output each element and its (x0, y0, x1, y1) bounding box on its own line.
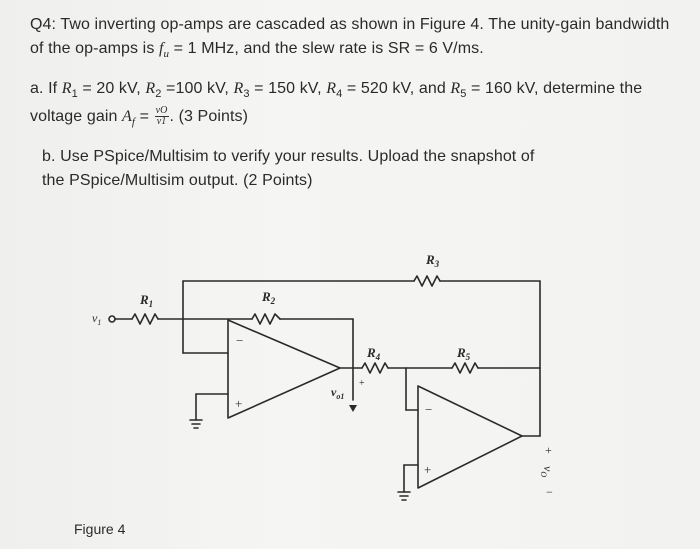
part-b-text-2: the PSpice/Multisim output. (2 Points) (42, 172, 313, 189)
r1-value: = 20 kV, (77, 80, 146, 97)
vo1-arrow-head (349, 405, 357, 412)
af-symbol: A (122, 108, 132, 125)
v1-label: $v_1$ (92, 311, 102, 327)
r3-label: $R_3$ (426, 252, 440, 269)
vo1-plus-sign: + (359, 378, 365, 389)
part-a-prefix: a. If (30, 80, 62, 97)
part-b-text-1: b. Use PSpice/Multisim to verify your results. Upload the snapshot of (42, 148, 535, 165)
op-amp-1-plus-sign: + (235, 396, 243, 411)
r5-value: = 160 kV, determine the (466, 80, 643, 97)
equals-sign: = (135, 108, 154, 125)
fraction-denominator: v1 (156, 116, 167, 128)
v1-terminal (109, 316, 115, 322)
r2-value: =100 kV, (161, 80, 234, 97)
fraction-numerator: vO (155, 105, 168, 117)
r4-value: = 520 kV, and (342, 80, 451, 97)
r1-resistor (132, 314, 158, 324)
r5-label: $R_5$ (457, 345, 471, 362)
vo-plus-sign: + (545, 443, 552, 457)
r1-label: $R_1$ (140, 292, 154, 309)
r5-symbol: R (450, 80, 461, 97)
r1-subscript: 1 (71, 88, 78, 101)
part-a-points: . (3 Points) (169, 108, 249, 125)
figure-caption: Figure 4 (74, 521, 126, 537)
r3-resistor (414, 276, 440, 286)
r5-resistor (452, 363, 478, 373)
fu-subscript: u (163, 48, 170, 61)
r4-subscript: 4 (336, 88, 343, 101)
op-amp-1-minus-sign: − (236, 333, 244, 348)
question-text-2b: = 1 MHz, and the slew rate is SR = 6 V/ms. (169, 40, 484, 57)
question-text-2a: of the op-amps is (30, 40, 159, 57)
vo-label: $v_O$ (539, 466, 555, 478)
r3-value: = 150 kV, (249, 80, 327, 97)
vo1-label: $v_{o1}$ (331, 385, 345, 401)
op-amp-2-plus-sign: + (424, 462, 432, 477)
op-amp-2 (418, 386, 522, 488)
op-amp-1 (228, 320, 340, 418)
r2-subscript: 2 (155, 88, 162, 101)
r2-symbol: R (145, 80, 156, 97)
af-subscript: f (131, 116, 136, 129)
r2-resistor (252, 314, 280, 324)
r4-label: $R_4$ (367, 345, 381, 362)
r5-subscript: 5 (460, 88, 467, 101)
r3-subscript: 3 (243, 88, 250, 101)
voltage-gain-label: voltage gain (30, 108, 123, 125)
r3-symbol: R (233, 80, 244, 97)
r4-resistor (362, 363, 388, 373)
vo-minus-sign: − (546, 485, 553, 499)
r4-symbol: R (326, 80, 337, 97)
r2-label: $R_2$ (262, 289, 276, 306)
r1-symbol: R (61, 80, 72, 97)
question-text-1: Q4: Two inverting op-amps are cascaded as shown in Figure 4. The unity-gain bandwidth (30, 16, 670, 33)
op-amp-2-minus-sign: − (425, 402, 433, 417)
fu-symbol: f (158, 40, 164, 57)
